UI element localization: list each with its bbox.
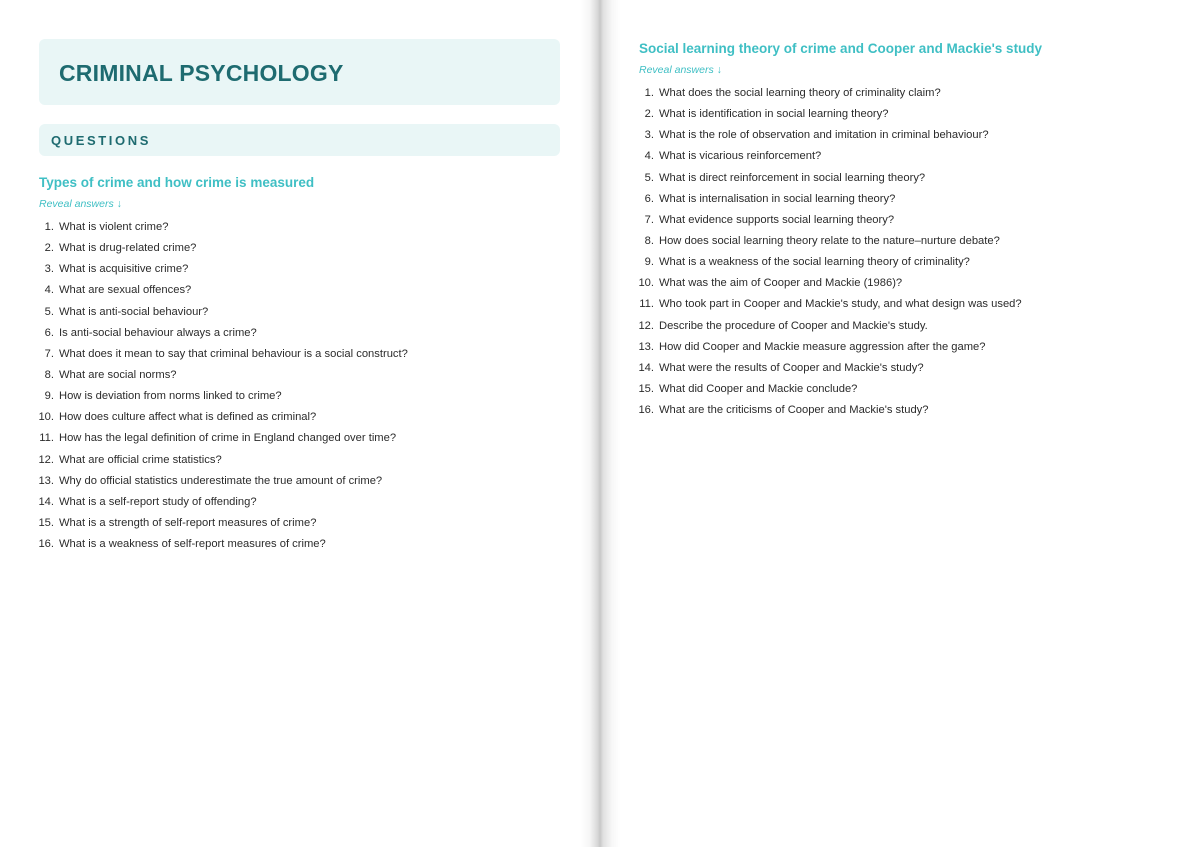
question-text: How did Cooper and Mackie measure aggression after the game? bbox=[659, 340, 986, 353]
question-item bbox=[34, 428, 408, 449]
question-text: How does social learning theory relate to the nature–nurture debate? bbox=[659, 234, 1000, 247]
question-text: What is violent crime? bbox=[59, 221, 169, 233]
question-text: What is a strength of self-report measures of crime? bbox=[59, 516, 317, 529]
question-text: Is anti-social behaviour always a crime? bbox=[59, 326, 257, 339]
question-text: What is a weakness of the social learning theory of criminality? bbox=[659, 256, 970, 269]
question-text: What was the aim of Cooper and Mackie (1986)? bbox=[659, 277, 903, 290]
question-number: 4. bbox=[644, 150, 654, 163]
question-number: 12. bbox=[638, 319, 654, 332]
question-text: What is identification in social learning theory? bbox=[659, 108, 889, 121]
question-number: 14. bbox=[638, 361, 654, 374]
question-item bbox=[34, 217, 408, 238]
reveal-answers-link[interactable]: Reveal answers ↓ bbox=[39, 198, 122, 210]
question-item bbox=[634, 189, 1022, 210]
question-text: What does it mean to say that criminal behaviour is a social construct? bbox=[59, 347, 408, 360]
question-text: What are official crime statistics? bbox=[59, 453, 222, 466]
question-item bbox=[634, 358, 1022, 379]
question-number: 1. bbox=[44, 221, 54, 233]
question-text: Who took part in Cooper and Mackie's study, and what design was used? bbox=[659, 298, 1022, 311]
question-item bbox=[634, 231, 1022, 252]
question-item bbox=[634, 379, 1022, 400]
question-item bbox=[634, 210, 1022, 231]
question-text: What does the social learning theory of criminality claim? bbox=[659, 87, 941, 99]
question-number: 2. bbox=[644, 108, 654, 121]
question-text: What were the results of Cooper and Mackie's study? bbox=[659, 361, 924, 374]
question-list-left bbox=[34, 217, 408, 555]
section-title-types-of-crime: Types of crime and how crime is measured bbox=[39, 175, 315, 190]
section-title-social-learning: Social learning theory of crime and Cooper and Mackie's study bbox=[639, 41, 1043, 56]
question-number: 10. bbox=[638, 277, 654, 290]
question-number: 7. bbox=[44, 347, 54, 360]
question-list-right bbox=[634, 83, 1022, 421]
question-item bbox=[34, 450, 408, 471]
question-item bbox=[34, 238, 408, 259]
question-text: What are the criticisms of Cooper and Mackie's study? bbox=[659, 404, 929, 417]
question-item bbox=[34, 407, 408, 428]
reveal-answers-link[interactable]: Reveal answers ↓ bbox=[639, 64, 722, 76]
question-number: 5. bbox=[644, 171, 654, 184]
question-text: What is drug-related crime? bbox=[59, 242, 197, 255]
question-number: 8. bbox=[44, 368, 54, 381]
question-number: 6. bbox=[44, 326, 54, 339]
question-item bbox=[34, 492, 408, 513]
title-banner bbox=[39, 39, 560, 105]
question-number: 10. bbox=[38, 411, 54, 424]
right-page bbox=[600, 0, 1200, 847]
question-text: Describe the procedure of Cooper and Mackie's study. bbox=[659, 319, 928, 332]
question-number: 7. bbox=[644, 213, 654, 226]
question-number: 1. bbox=[644, 87, 654, 99]
question-number: 16. bbox=[638, 404, 654, 417]
question-item bbox=[34, 534, 408, 555]
question-number: 11. bbox=[39, 432, 54, 445]
question-text: What is direct reinforcement in social learning theory? bbox=[659, 171, 926, 184]
question-item bbox=[634, 125, 1022, 146]
question-text: What are sexual offences? bbox=[59, 284, 192, 297]
question-text: What is internalisation in social learning theory? bbox=[659, 192, 896, 205]
question-text: What is vicarious reinforcement? bbox=[659, 150, 822, 163]
question-text: Why do official statistics underestimate the true amount of crime? bbox=[59, 474, 383, 487]
question-item bbox=[34, 302, 408, 323]
question-text: What evidence supports social learning theory? bbox=[659, 213, 895, 226]
question-number: 9. bbox=[644, 256, 654, 269]
question-number: 4. bbox=[44, 284, 54, 297]
question-item bbox=[634, 146, 1022, 167]
question-text: What is acquisitive crime? bbox=[59, 263, 189, 276]
question-number: 13. bbox=[38, 474, 54, 487]
question-number: 2. bbox=[44, 242, 54, 255]
question-text: How does culture affect what is defined as criminal? bbox=[59, 411, 317, 424]
question-item bbox=[34, 471, 408, 492]
question-item bbox=[634, 104, 1022, 125]
question-text: How has the legal definition of crime in England changed over time? bbox=[59, 432, 397, 445]
question-text: What are social norms? bbox=[59, 368, 177, 381]
question-item bbox=[634, 83, 1022, 104]
question-item bbox=[34, 323, 408, 344]
question-number: 3. bbox=[44, 263, 54, 276]
question-number: 6. bbox=[644, 192, 654, 205]
question-item bbox=[634, 316, 1022, 337]
question-number: 5. bbox=[44, 305, 54, 318]
question-item bbox=[634, 168, 1022, 189]
question-number: 11. bbox=[639, 298, 654, 311]
question-number: 3. bbox=[644, 129, 654, 142]
question-item bbox=[34, 344, 408, 365]
question-item bbox=[34, 280, 408, 301]
question-number: 15. bbox=[638, 382, 654, 395]
question-text: What did Cooper and Mackie conclude? bbox=[659, 382, 858, 395]
question-number: 12. bbox=[38, 453, 54, 466]
question-item bbox=[634, 273, 1022, 294]
question-number: 13. bbox=[638, 340, 654, 353]
question-item bbox=[634, 252, 1022, 273]
questions-heading: QUESTIONS bbox=[51, 133, 151, 148]
question-item bbox=[34, 513, 408, 534]
question-number: 15. bbox=[38, 516, 54, 529]
question-text: What is the role of observation and imitation in criminal behaviour? bbox=[659, 129, 989, 142]
question-text: What is anti-social behaviour? bbox=[59, 305, 209, 318]
questions-banner bbox=[39, 124, 560, 156]
page-title: CRIMINAL PSYCHOLOGY bbox=[59, 60, 344, 86]
question-number: 9. bbox=[44, 390, 54, 403]
question-item bbox=[34, 259, 408, 280]
question-item bbox=[634, 294, 1022, 315]
question-text: What is a self-report study of offending? bbox=[59, 495, 257, 508]
question-text: What is a weakness of self-report measures of crime? bbox=[59, 538, 326, 551]
question-number: 8. bbox=[644, 234, 654, 247]
question-item bbox=[34, 365, 408, 386]
question-text: How is deviation from norms linked to crime? bbox=[59, 390, 282, 403]
question-item bbox=[34, 386, 408, 407]
question-item bbox=[634, 337, 1022, 358]
question-number: 14. bbox=[38, 495, 54, 508]
question-number: 16. bbox=[38, 538, 54, 551]
question-item bbox=[634, 400, 1022, 421]
